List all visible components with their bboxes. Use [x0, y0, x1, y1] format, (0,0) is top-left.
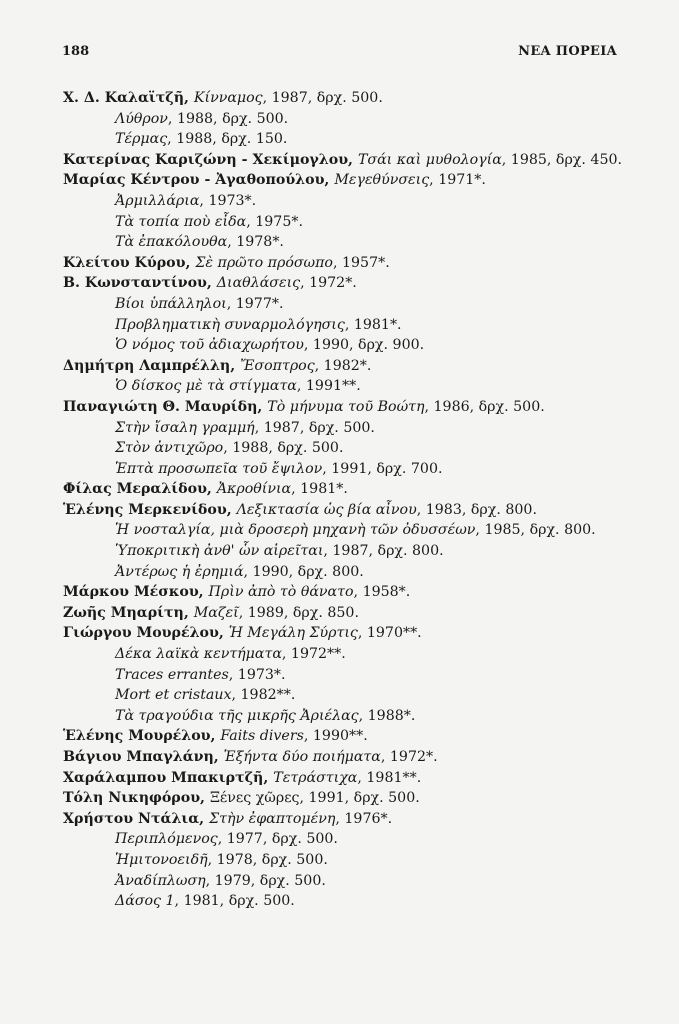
author-name: Χρήστου Ντάλια, — [63, 810, 210, 827]
author-name: Βάγιου Μπαγλάνη, — [63, 749, 224, 765]
book-title: Traces errantes — [115, 666, 229, 683]
author-entry-line — [63, 479, 639, 500]
author-name: Β. Κωνσταντίνου, — [63, 275, 217, 292]
continuation-line — [63, 706, 639, 727]
publication-details: , 1985, δρχ. 450. — [501, 151, 623, 168]
book-title: Βίοι ὑπάλληλοι — [115, 295, 227, 312]
author-name: Ζωῆς Μηαρίτη, — [63, 604, 194, 621]
author-entry-line — [63, 253, 639, 274]
publication-details: , 1988, δρχ. 500. — [223, 440, 344, 457]
author-name: Τόλη Νικηφόρου, — [63, 790, 210, 807]
book-title: Τὰ τραγούδια τῆς μικρῆς Ἀριέλας — [115, 707, 359, 724]
book-title: Στὸν ἀντιχῶρο — [115, 440, 224, 457]
author-name: Μαρίας Κέντρου - Ἀγαθοπούλου, — [63, 172, 335, 189]
author-name: Μάρκου Μέσκου, — [63, 584, 209, 601]
book-title: Ὁ νόμος τοῦ ἀδιαχωρήτου — [115, 337, 304, 354]
publication-details: , 1981*. — [291, 481, 348, 498]
publication-details: , 1991, δρχ. 700. — [322, 460, 443, 477]
continuation-line — [63, 520, 639, 541]
book-title: Στὴν ἴσαλη γραμμή — [115, 419, 255, 436]
publication-details: , 1988, δρχ. 150. — [167, 131, 288, 148]
author-entry-line — [63, 623, 639, 644]
book-title: Στὴν ἐφαπτομένη — [209, 810, 336, 827]
publication-details: , 1972*. — [380, 749, 438, 765]
publication-details: , 1987, δρχ. 500. — [254, 419, 375, 436]
publication-details: , 1982**. — [231, 687, 296, 704]
continuation-line — [63, 438, 639, 459]
author-entry-line — [63, 397, 639, 418]
book-title: Τὰ τοπία ποὺ εἶδα — [115, 213, 247, 230]
book-title: Μαζεῖ — [193, 604, 239, 621]
publication-details: , 1986, δρχ. 500. — [424, 398, 545, 415]
continuation-line — [63, 871, 639, 892]
publication-details: , 1988*. — [358, 707, 416, 724]
publication-details: , 1982*. — [314, 357, 372, 374]
author-name: Γιώργου Μουρέλου, — [63, 625, 229, 642]
book-title: Τέρμας — [115, 131, 168, 148]
publication-details: , 1973*. — [199, 192, 257, 209]
author-entry-line — [63, 150, 639, 171]
book-title: Ὑποκριτικὴ ἀνθ' ὧν αἱρεῖται — [115, 543, 324, 560]
author-entry-line — [63, 356, 639, 377]
publication-details: , 1983, δρχ. 800. — [416, 501, 537, 518]
author-entry-line — [63, 500, 639, 521]
book-title: Μεγεθύνσεις — [334, 172, 430, 189]
publication-details: , 1990, δρχ. 800. — [243, 563, 364, 580]
author-name: Δημήτρη Λαμπρέλλη, — [63, 357, 241, 374]
author-entry-line — [63, 603, 639, 624]
book-title: Δάσος 1 — [115, 893, 175, 910]
book-title: Ἡμιτονοειδῆ — [115, 851, 208, 868]
continuation-line — [63, 541, 639, 562]
publication-details: , 1987, δρχ. 800. — [323, 543, 444, 560]
book-title: Ἑπτὰ προσωπεῖα τοῦ ἔψιλον — [115, 460, 323, 477]
author-name: Ἑλένης Μουρέλου, — [63, 728, 221, 745]
book-title: Τὸ μήνυμα τοῦ Βοώτη — [267, 398, 425, 415]
publication-details: , 1981**. — [357, 769, 422, 786]
continuation-line — [63, 418, 639, 439]
author-entry-line — [63, 582, 639, 603]
book-title: Τετράστιχα — [273, 769, 358, 786]
book-title: Διαθλάσεις — [216, 275, 301, 292]
publication-details: , 1990**. — [303, 728, 368, 745]
continuation-line — [63, 129, 639, 150]
book-title: Ἀκροθίνια — [216, 481, 292, 498]
author-name: Χαράλαμπου Μπακιρτζῆ, — [63, 769, 274, 786]
publication-details: , 1979, δρχ. 500. — [205, 872, 326, 889]
continuation-line — [63, 665, 639, 686]
publication-details: , 1972**. — [281, 646, 346, 663]
continuation-line — [63, 459, 639, 480]
book-title: Ἡ Μεγάλη Σύρτις — [228, 625, 358, 642]
book-title: Ἑξήντα δύο ποιήματα — [223, 749, 381, 765]
book-title: Faits divers — [220, 728, 304, 745]
publication-details: , 1978*. — [227, 234, 284, 251]
publication-details: , 1991**. — [296, 378, 361, 395]
continuation-line — [63, 335, 639, 356]
author-entry-line — [63, 768, 639, 789]
publication-details: , 1976*. — [335, 810, 393, 827]
book-title: Ἡ νοσταλγία, μιὰ δροσερὴ μηχανὴ τῶν ὀδυσσέων — [115, 522, 476, 539]
continuation-line — [63, 315, 639, 336]
book-title: Σὲ πρῶτο πρόσωπο — [195, 254, 333, 271]
continuation-line — [63, 685, 639, 706]
publication-details: , 1975*. — [246, 213, 303, 230]
publication-details: , 1988, δρχ. 500. — [167, 110, 289, 127]
continuation-line — [63, 644, 639, 665]
author-name: Φίλας Μεραλίδου, — [63, 481, 217, 498]
continuation-line — [63, 232, 639, 253]
book-title: Ὁ δίσκος μὲ τὰ στίγματα — [115, 378, 297, 395]
book-title: Τσάι καὶ μυθολογία — [357, 151, 502, 168]
running-title: ΝΕΑ ΠΟΡΕΙΑ — [518, 44, 617, 59]
publication-details: , 1978, δρχ. 500. — [207, 851, 328, 868]
author-entry-line — [63, 88, 639, 109]
author-name: Ἑλένης Μερκενίδου, — [63, 501, 237, 518]
book-title: Ἔσοπτρος — [240, 357, 315, 374]
author-entry-line — [63, 273, 639, 294]
book-title: Λεξικτασία ὡς βία αἶνου — [236, 501, 417, 518]
continuation-line — [63, 562, 639, 583]
publication-details: , 1958*. — [353, 584, 411, 601]
book-title: Ἀρμιλλάρια — [115, 192, 200, 209]
author-name: Κατερίνας Καριζώνη - Χεκίμογλου, — [63, 151, 358, 168]
book-title: Λύθρον — [115, 110, 168, 127]
publication-details: , 1977, δρχ. 500. — [217, 831, 338, 848]
continuation-line — [63, 294, 639, 315]
publication-details: , 1970**. — [357, 625, 422, 642]
author-entry-line — [63, 788, 639, 809]
continuation-line — [63, 850, 639, 871]
continuation-line — [63, 376, 639, 397]
author-entry-line — [63, 747, 639, 768]
book-title: Ἀντέρως ἡ ἐρημιά — [115, 563, 244, 580]
page-number: 188 — [62, 44, 90, 59]
publication-details: , 1985, δρχ. 800. — [475, 522, 596, 539]
author-name: Κλείτου Κύρου, — [63, 254, 196, 271]
continuation-line — [63, 891, 639, 912]
book-title: Τὰ ἐπακόλουθα — [115, 234, 228, 251]
book-title: Δέκα λαϊκὰ κεντήματα — [115, 646, 282, 663]
author-entry-line — [63, 809, 639, 830]
author-entry-line — [63, 726, 639, 747]
publication-details: , 1981, δρχ. 500. — [174, 893, 295, 910]
publication-details: , 1972*. — [300, 275, 357, 292]
continuation-line — [63, 191, 639, 212]
publication-details: , 1957*. — [332, 254, 390, 271]
author-name: Παναγιώτη Θ. Μαυρίδη, — [63, 398, 268, 415]
publication-details: , 1987, δρχ. 500. — [262, 90, 383, 106]
book-title: Περιπλόμενος — [115, 831, 218, 848]
continuation-line — [63, 212, 639, 233]
continuation-line — [63, 109, 639, 130]
publication-details: , 1973*. — [228, 666, 286, 683]
book-title: Mort et cristaux — [115, 687, 232, 704]
publication-details: , 1989, δρχ. 850. — [238, 604, 359, 621]
book-title: Πρὶν ἀπὸ τὸ θάνατο — [208, 584, 354, 601]
author-name: Χ. Δ. Καλαϊτζῆ, — [63, 90, 194, 106]
publication-details: Ξένες χῶρες, 1991, δρχ. 500. — [209, 790, 420, 807]
book-title: Κίνναμος — [193, 90, 263, 106]
publication-details: , 1977*. — [226, 295, 284, 312]
continuation-line — [63, 829, 639, 850]
publication-details: , 1981*. — [344, 316, 402, 333]
bibliography-list — [63, 88, 639, 912]
book-title: Ἀναδίπλωση — [115, 872, 206, 889]
publication-details: , 1971*. — [429, 172, 486, 189]
book-title: Προβληματικὴ συναρμολόγησις — [115, 316, 345, 333]
publication-details: , 1990, δρχ. 900. — [303, 337, 425, 354]
author-entry-line — [63, 170, 639, 191]
